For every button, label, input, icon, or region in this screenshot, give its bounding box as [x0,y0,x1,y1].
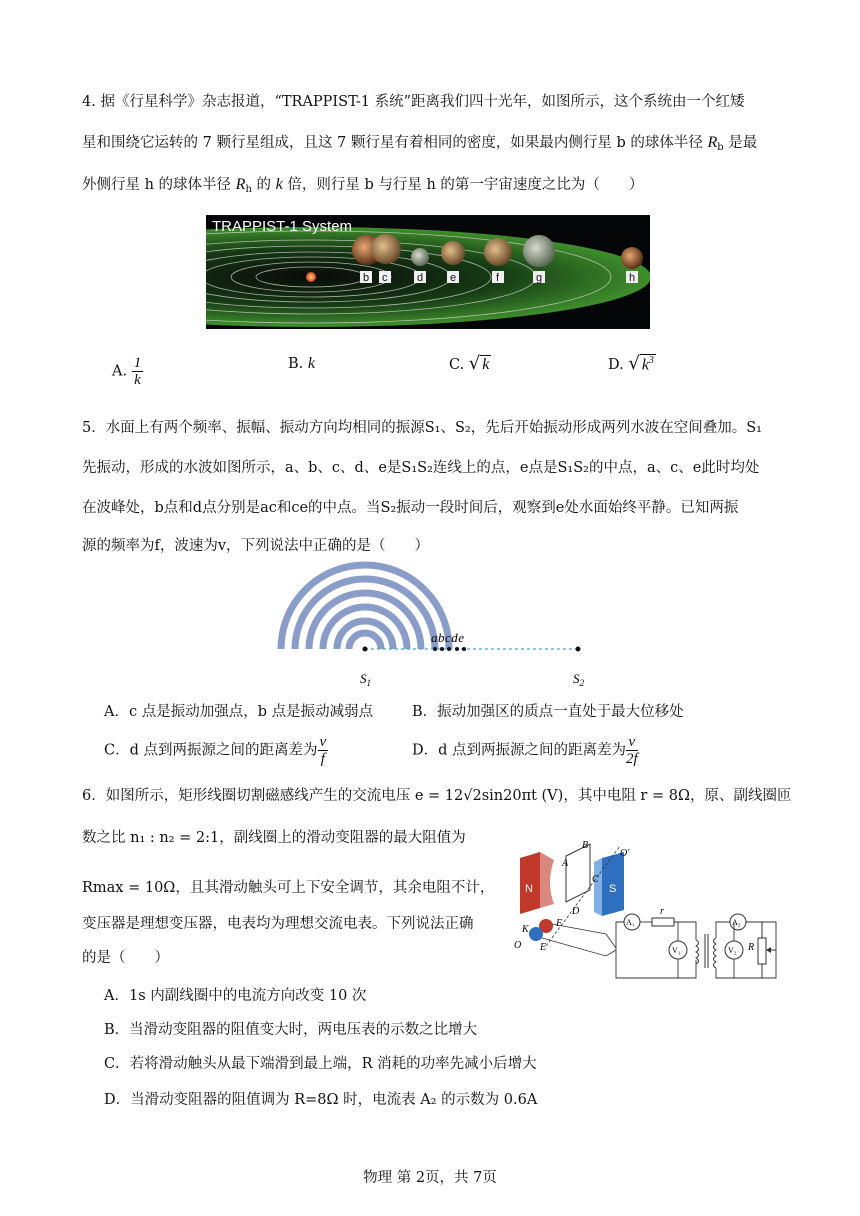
page-footer: 物理 第 2页，共 7页 [363,1170,497,1186]
option-d-base: k [641,356,649,373]
q4-line-3-mid: 的 [251,177,276,193]
water-wave-figure [274,553,614,693]
planet-e [441,241,465,265]
label-n: N [525,883,533,895]
q6-option-a[interactable]: A．1s 内副线圈中的电流方向改变 10 次 [104,988,367,1004]
q6-option-d[interactable]: D．当滑动变阻器的阻值调为 R=8Ω 时，电流表 A₂ 的示数为 0.6A [104,1092,538,1108]
planet-d [411,248,429,266]
label-a: A [562,858,569,869]
q6-line-2: 数之比 n₁ : n₂ = 2:1，副线圈上的滑动变阻器的最大阻值为 [82,830,466,846]
q5-option-b[interactable]: B．振动加强区的质点一直处于最大位移处 [412,704,684,720]
option-d-fraction [626,734,638,767]
q6-line-4: 变压器是理想变压器，电表均为理想交流电表。下列说法正确 [82,916,474,932]
q6-option-c[interactable]: C．若将滑动触头从最下端滑到最上端，R 消耗的功率先减小后增大 [104,1056,537,1072]
q5-option-c[interactable] [104,734,328,767]
frac-num: v [626,734,638,751]
label-r-large: R [748,942,755,953]
label-k: K [522,924,529,935]
q4-k-symbol: k [275,176,283,193]
frac-den: f [320,751,325,767]
planet-label-f: f [496,272,500,284]
planet-f [484,238,512,266]
q6-option-b[interactable]: B．当滑动变阻器的阻值变大时，两电压表的示数之比增大 [104,1022,478,1038]
option-b-value: k [307,355,315,372]
label-v2: V₂ [728,946,737,955]
planet-label-c: c [382,272,388,284]
planet-label-h: h [629,272,636,284]
red-dwarf-star [306,272,316,282]
option-c-fraction [318,734,329,767]
q4-option-a[interactable] [112,355,143,388]
option-b-label: B. [288,356,304,372]
option-d-text: D．d 点到两振源之间的距离差为 [412,742,627,759]
s2-label: $S_2$ [573,671,584,688]
q4-line-3-tail: 倍，则行星 b 与行星 h 的第一宇宙速度之比为（ ） [282,177,644,193]
q6-line-5: 的是（ ） [82,950,169,966]
option-a-label: A. [112,363,128,380]
q4-option-b[interactable] [288,355,315,373]
label-f: F [556,918,563,929]
frac-num: 1 [133,355,142,371]
q4-radius-symbol-h: R [235,176,246,193]
option-d-label: D. [608,357,624,373]
q6-line-1: 6．如图所示，矩形线圈切割磁感线产生的交流电压 e = 12√2sin20πt (V)，其中电阻 r = 8Ω，原、副线圈匝 [82,788,792,804]
q4-radius-sub-h: h [245,184,252,195]
generator-transformer-figure [506,838,786,988]
option-c-text: C．d 点到两振源之间的距离差为 [104,742,318,759]
q4-line-3 [82,173,643,195]
planet-g [523,235,555,267]
q6-line-3: Rmax = 10Ω，且其滑动触头可上下安全调节，其余电阻不计， [82,880,495,896]
label-a2: A₂ [732,918,741,927]
q5-line-4: 源的频率为f，波速为v，下列说法中正确的是（ ） [82,538,430,554]
q5-line-1: 5．水面上有两个频率、振幅、振动方向均相同的振源S₁、S₂，先后开始振动形成两列水波在空间叠加。S₁ [82,420,762,436]
q4-line-3-text: 外侧行星 h 的球体半径 [82,177,236,193]
q4-option-c[interactable] [449,353,491,374]
frac-den: 2f [626,751,638,767]
q4-line-2-text: 星和围绕它运转的 7 颗行星组成，且这 7 颗行星有着相同的密度，如果最内侧行星 b 的球体半径 [82,135,708,151]
option-d-exp: 3 [648,354,654,366]
label-o: O [514,940,522,951]
planet-label-g: g [536,272,543,284]
planet-h [621,247,643,269]
option-c-label: C. [449,357,465,373]
option-a-fraction [132,355,144,388]
wave-fronts [281,565,449,649]
q4-line-2 [82,131,757,153]
option-d-value [640,354,656,374]
secondary-coil [714,938,717,968]
q4-option-d[interactable] [608,353,656,374]
q5-line-2: 先振动，形成的水波如图所示，a、b、c、d、e是S₁S₂连线上的点，e点是S₁S₂的中点，a、c、e此时均处 [82,460,760,476]
q5-option-d[interactable] [412,734,638,767]
trappist-figure [206,215,650,329]
planet-label-b: b [363,272,370,284]
source-s2 [576,647,581,652]
option-c-value: k [482,356,490,373]
sqrt-icon: √ [628,353,640,374]
label-r-small: r [660,906,664,917]
label-e: E [540,942,547,953]
label-v1: V₁ [672,946,681,955]
points-label: abcde [431,630,465,645]
rheostat-r [758,938,766,964]
resistor-r [652,918,674,926]
q5-line-3: 在波峰处，b点和d点分别是ac和ce的中点。当S₂振动一段时间后，观察到e处水面始终平静。已知两振 [82,500,739,516]
q4-line-2-tail: 是最 [723,135,758,151]
source-s1 [363,647,368,652]
label-d: D [572,906,580,917]
q4-line-1: 4. 据《行星科学》杂志报道，“TRAPPIST-1 系统”距离我们四十光年，如图所示，这个系统由一个红矮 [82,94,745,110]
figure-title: TRAPPIST-1 System [212,218,353,235]
coil [566,844,590,902]
label-o-prime: O′ [620,848,630,859]
label-c: C [592,874,599,885]
sqrt-icon: √ [468,353,481,374]
slip-ring-2 [529,927,543,941]
q5-option-a[interactable]: A．c 点是振动加强点，b 点是振动减弱点 [104,704,374,720]
frac-num: v [319,734,327,750]
planet-label-d: d [417,272,424,284]
label-a1: A₁ [626,918,635,927]
planet-c [371,234,401,264]
s1-label: $S_1$ [360,671,371,688]
label-s: S [609,883,617,895]
label-b: B [582,840,589,851]
planet-label-e: e [450,272,457,284]
q4-radius-symbol: R [707,134,718,151]
q4-radius-sub: b [717,142,724,153]
frac-den: k [134,372,141,388]
